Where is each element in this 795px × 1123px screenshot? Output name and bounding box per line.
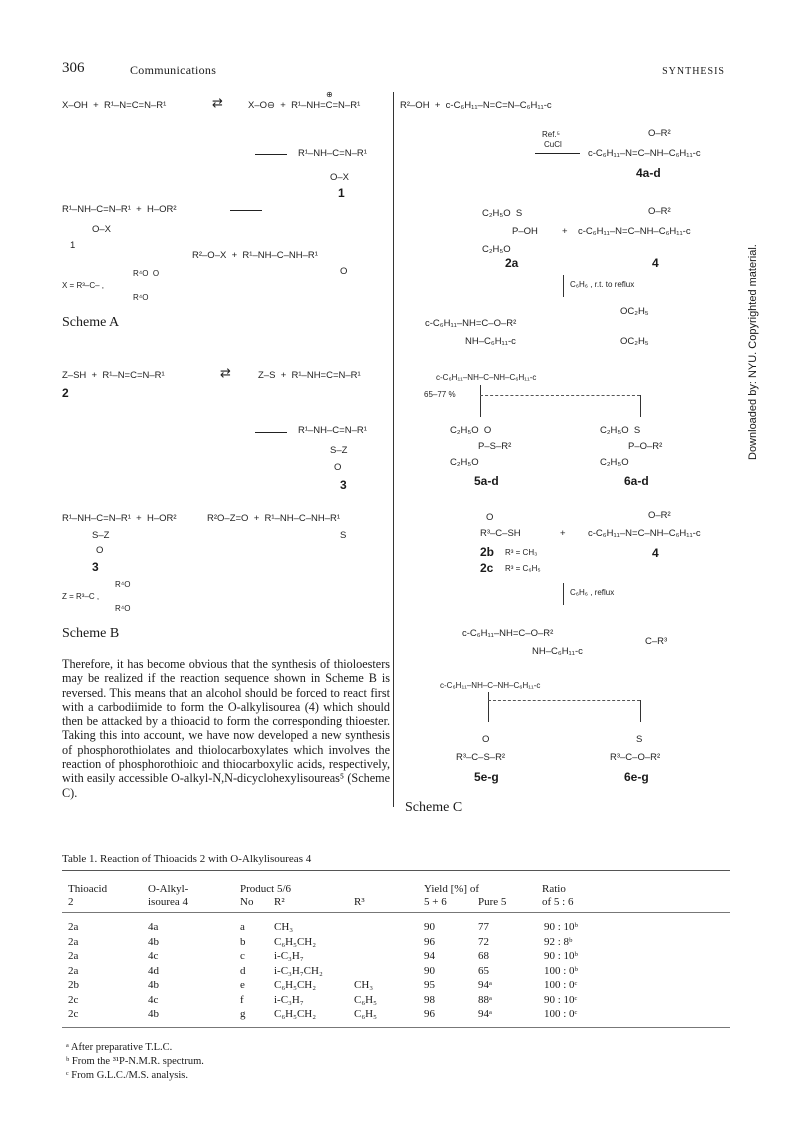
scheme-c-caption: Scheme C bbox=[405, 800, 463, 815]
cell-isourea: 4c bbox=[148, 993, 159, 1006]
download-note: Downloaded by: NYU. Copyrighted material. bbox=[747, 244, 759, 460]
bottom-rule bbox=[62, 1027, 730, 1028]
charge-plus-icon: ⊕ bbox=[326, 90, 333, 99]
footnote-b: ᵇ From the ³¹P-N.M.R. spectrum. bbox=[66, 1056, 204, 1067]
page-number: 306 bbox=[62, 60, 85, 76]
scheme-a-x-def-b: R⁴O O bbox=[133, 269, 160, 278]
scheme-b-z-def-b: R⁴O bbox=[115, 580, 131, 589]
product-5e-o: O bbox=[482, 734, 490, 745]
product-6b: P–O–R² bbox=[628, 441, 663, 452]
urea-byproduct-2: c-C₆H₁₁–NH–C–NH–C₆H₁₁-c bbox=[440, 681, 541, 690]
reaction-arrow-icon bbox=[255, 432, 287, 433]
branch-line bbox=[480, 385, 481, 417]
footnote-a: ᵃ After preparative T.L.C. bbox=[66, 1042, 173, 1053]
compound-label-1: 1 bbox=[338, 186, 345, 200]
cell-yield-total: 94 bbox=[424, 950, 435, 962]
cell-r2: i-C₃H₇CH₂ bbox=[274, 964, 323, 977]
column-divider bbox=[393, 92, 394, 807]
compound-label-4a-d: 4a-d bbox=[636, 166, 661, 180]
cell-isourea: 4c bbox=[148, 950, 159, 962]
cell-product-no: c bbox=[240, 950, 245, 962]
header-yield-56: 5 + 6 bbox=[424, 896, 447, 908]
cell-yield-total: 90 bbox=[424, 964, 435, 977]
compound-label-2c: 2c bbox=[480, 561, 494, 575]
product-6e: R³–C–O–R² bbox=[610, 752, 661, 763]
isourea-2: c-C₆H₁₁–N=C–NH–C₆H₁₁-c bbox=[578, 226, 691, 237]
section-title: Communications bbox=[130, 63, 217, 77]
scheme-a-caption: Scheme A bbox=[62, 315, 120, 330]
scheme-a-eq1-left: X–OH + R¹–N=C=N–R¹ bbox=[62, 100, 167, 111]
cell-yield-total: 96 bbox=[424, 935, 435, 948]
transition-state-2c: C–R³ bbox=[645, 636, 668, 647]
cell-yield-pure: 77 bbox=[478, 921, 489, 933]
scheme-a-eq2-left: R¹–NH–C=N–R¹ + H–OR² bbox=[62, 204, 177, 215]
header-ratio-2: of 5 : 6 bbox=[542, 896, 574, 908]
compound-label-6a-d: 6a-d bbox=[624, 474, 649, 488]
scheme-b-eq2-products: R²O–Z=O + R¹–NH–C–NH–R¹ bbox=[207, 513, 341, 524]
compound-label-3b: 3 bbox=[92, 560, 99, 574]
transition-state-2b: NH–C₆H₁₁-c bbox=[532, 646, 583, 657]
product-5e: R³–C–S–R² bbox=[456, 752, 506, 763]
equilibrium-arrow-icon bbox=[563, 583, 564, 605]
cell-yield-pure: 65 bbox=[478, 964, 489, 977]
scheme-a-x-def: X = R³–C– , bbox=[62, 281, 105, 290]
compound-def-2c: R³ = C₆H₅ bbox=[505, 564, 541, 573]
header-product: Product 5/6 bbox=[240, 883, 292, 895]
header-product-no: No bbox=[240, 896, 254, 908]
urea-byproduct-1: c-C₆H₁₁–NH–C–NH–C₆H₁₁-c bbox=[436, 373, 537, 382]
header-ratio: Ratio bbox=[542, 883, 566, 895]
isourea-4a-d: c-C₆H₁₁–N=C–NH–C₆H₁₁-c bbox=[588, 148, 701, 159]
cell-r2: C₆H₅CH₂ bbox=[274, 1008, 317, 1020]
isourea-3: c-C₆H₁₁–N=C–NH–C₆H₁₁-c bbox=[588, 528, 701, 539]
scheme-b-caption: Scheme B bbox=[62, 626, 120, 641]
scheme-b-intermediate: R¹–NH–C=N–R¹ bbox=[298, 425, 367, 436]
isourea-3-or2: O–R² bbox=[648, 510, 671, 521]
equilibrium-arrow-icon bbox=[563, 275, 564, 297]
reaction-arrow-icon bbox=[255, 154, 287, 155]
yield-label: 65–77 % bbox=[424, 390, 456, 399]
cell-ratio: 100 : 0ᶜ bbox=[544, 1008, 578, 1020]
cell-thioacid: 2a bbox=[68, 950, 79, 962]
product-6e-s: S bbox=[636, 734, 643, 745]
scheme-a-intermediate: R¹–NH–C=N–R¹ bbox=[298, 148, 367, 159]
branch-dash bbox=[480, 395, 640, 396]
transition-state-1: c-C₆H₁₁–NH=C–O–R² bbox=[425, 318, 517, 329]
plus-sign: + bbox=[562, 226, 568, 237]
scheme-b-eq1-left: Z–SH + R¹–N=C=N–R¹ bbox=[62, 370, 165, 381]
compound-label-5a-d: 5a-d bbox=[474, 474, 499, 488]
header-yield: Yield [%] of bbox=[424, 883, 479, 895]
compound-label-4b: 4 bbox=[652, 546, 659, 560]
cell-product-no: e bbox=[240, 979, 245, 991]
equilibrium-arrow-icon: ⇄ bbox=[220, 365, 231, 380]
cell-r3: C₆H₅ bbox=[354, 1008, 377, 1020]
transition-state-1c: OC₂H₅ bbox=[620, 306, 649, 317]
scheme-a-eq1-right: X–O⊖ + R¹–NH=C=N–R¹ bbox=[248, 100, 361, 111]
scheme-b-eq2-products-s: S bbox=[340, 530, 347, 541]
data-table bbox=[62, 870, 730, 1031]
header-alkyl: O-Alkyl- bbox=[148, 883, 189, 895]
scheme-a-intermediate-ox: O–X bbox=[330, 172, 350, 183]
cell-isourea: 4b bbox=[148, 935, 159, 948]
product-6: C₂H₅O S bbox=[600, 425, 641, 436]
cell-yield-pure: 94ᵃ bbox=[478, 979, 493, 991]
scheme-b-eq1-right: Z–S + R¹–NH=C=N–R¹ bbox=[258, 370, 361, 381]
compound-label-2a: 2a bbox=[505, 256, 519, 270]
cell-r2: C₆H₅CH₂ bbox=[274, 979, 317, 991]
cell-thioacid: 2a bbox=[68, 921, 79, 933]
cell-isourea: 4b bbox=[148, 1008, 159, 1020]
cell-r3: CH₃ bbox=[354, 979, 374, 991]
journal-name: SYNTHESIS bbox=[662, 66, 725, 77]
transition-state-1b: NH–C₆H₁₁-c bbox=[465, 336, 516, 347]
cell-product-no: g bbox=[240, 1008, 246, 1020]
branch-line bbox=[640, 395, 641, 417]
footnote-c: ᶜ From G.L.C./M.S. analysis. bbox=[66, 1070, 188, 1081]
cell-yield-total: 90 bbox=[424, 921, 435, 933]
cell-isourea: 4a bbox=[148, 921, 159, 933]
transition-state-2: c-C₆H₁₁–NH=C–O–R² bbox=[462, 628, 554, 639]
scheme-b-z-def: Z = R³–C , bbox=[62, 592, 100, 601]
branch-line bbox=[488, 692, 489, 722]
header-yield-pure: Pure 5 bbox=[478, 896, 507, 908]
cell-ratio: 90 : 10ᵇ bbox=[544, 950, 578, 962]
compound-label-4: 4 bbox=[652, 256, 659, 270]
cell-product-no: f bbox=[240, 993, 244, 1006]
cell-yield-total: 96 bbox=[424, 1008, 435, 1020]
compound-label-1b: 1 bbox=[70, 240, 76, 251]
cell-product-no: d bbox=[240, 964, 246, 977]
header-product-r2: R² bbox=[274, 896, 285, 908]
cell-isourea: 4d bbox=[148, 964, 159, 977]
scheme-b-eq2-left-o: O bbox=[96, 545, 104, 556]
cell-yield-pure: 88ᵃ bbox=[478, 993, 493, 1006]
cell-ratio: 100 : 0ᶜ bbox=[544, 979, 578, 991]
cell-product-no: a bbox=[240, 921, 245, 933]
transition-state-1d: OC₂H₅ bbox=[620, 336, 649, 347]
cell-thioacid: 2b bbox=[68, 979, 79, 991]
reaction-arrow-icon bbox=[535, 153, 580, 154]
scheme-a-x-def-c: R⁴O bbox=[133, 293, 149, 302]
product-6c: C₂H₅O bbox=[600, 457, 629, 468]
body-paragraph: Therefore, it has become obvious that the synthesis of thioloesters may be realized if the reaction sequence shown in Scheme B is reversed. This means that an alcohol should be forced to react first with a carbodiimide to form the O-alkylisourea (4) which should then be attacked by a thioacid to form the corresponding thioester. Taking this into account, we have now developed a new synthesis of phosphorothiolates and thiolocarboxylates which involves the reaction of phosphorothioic and thiocarboxylic acids, respectively, with easily accessible O-alkyl-N,N-dicyclohexylisoureas⁵ (Scheme C). bbox=[62, 657, 390, 800]
condition-1: C₆H₆ , r.t. to reflux bbox=[570, 280, 635, 289]
isourea-2-or2: O–R² bbox=[648, 206, 671, 217]
cell-thioacid: 2c bbox=[68, 1008, 79, 1020]
cell-ratio: 100 : 0ᵇ bbox=[544, 964, 578, 977]
cell-r2: i-C₃H₇ bbox=[274, 993, 304, 1006]
acid-2b: R³–C–SH bbox=[480, 528, 521, 539]
branch-dash bbox=[488, 700, 640, 701]
scheme-b-intermediate-o: O bbox=[334, 462, 342, 473]
scheme-b-intermediate-sz: S–Z bbox=[330, 445, 348, 456]
scheme-c-top-eq: R²–OH + c-C₆H₁₁–N=C=N–C₆H₁₁-c bbox=[400, 100, 552, 111]
equilibrium-arrow-icon: ⇄ bbox=[212, 95, 223, 110]
product-5b: P–S–R² bbox=[478, 441, 512, 452]
cell-thioacid: 2a bbox=[68, 935, 79, 948]
cell-r3: C₆H₅ bbox=[354, 993, 377, 1006]
branch-line bbox=[640, 700, 641, 722]
acid-2a-c: C₂H₅O bbox=[482, 244, 511, 255]
acid-2b-o: O bbox=[486, 512, 494, 523]
compound-label-6e-g: 6e-g bbox=[624, 770, 649, 784]
product-5c: C₂H₅O bbox=[450, 457, 479, 468]
cell-ratio: 92 : 8ᵇ bbox=[544, 935, 573, 948]
scheme-a-eq2-products-o: O bbox=[340, 266, 348, 277]
compound-label-3: 3 bbox=[340, 478, 347, 492]
compound-def-2b: R³ = CH₃ bbox=[505, 548, 538, 557]
acid-2a: C₂H₅O S bbox=[482, 208, 523, 219]
product-5: C₂H₅O O bbox=[450, 425, 492, 436]
ref-label: Ref.⁵ bbox=[542, 130, 560, 139]
cell-yield-pure: 68 bbox=[478, 950, 489, 962]
cell-yield-total: 98 bbox=[424, 993, 435, 1006]
cell-ratio: 90 : 10ᶜ bbox=[544, 993, 578, 1006]
cell-yield-pure: 72 bbox=[478, 935, 489, 948]
header-thioacid: Thioacid bbox=[68, 883, 108, 895]
cell-thioacid: 2a bbox=[68, 964, 79, 977]
cell-r2: C₆H₅CH₂ bbox=[274, 935, 317, 948]
compound-label-5e-g: 5e-g bbox=[474, 770, 499, 784]
compound-label-2b: 2b bbox=[480, 545, 495, 559]
scheme-b-eq2-left: R¹–NH–C=N–R¹ + H–OR² bbox=[62, 513, 177, 524]
catalyst-label: CuCl bbox=[544, 140, 562, 149]
scheme-a-eq2-left-ox: O–X bbox=[92, 224, 112, 235]
header-alkyl-2: isourea 4 bbox=[148, 896, 189, 908]
cell-r2: CH₃ bbox=[274, 921, 294, 933]
cell-product-no: b bbox=[240, 935, 246, 948]
cell-r2: i-C₃H₇ bbox=[274, 950, 304, 962]
plus-sign: + bbox=[560, 528, 566, 539]
cell-isourea: 4b bbox=[148, 979, 159, 991]
cell-ratio: 90 : 10ᵇ bbox=[544, 921, 578, 933]
cell-thioacid: 2c bbox=[68, 993, 79, 1006]
scheme-b-z-def-c: R⁴O bbox=[115, 604, 131, 613]
header-thioacid-2: 2 bbox=[68, 896, 74, 908]
scheme-a-eq2-products: R²–O–X + R¹–NH–C–NH–R¹ bbox=[192, 250, 318, 261]
header-rule bbox=[62, 912, 730, 913]
isourea-or2: O–R² bbox=[648, 128, 671, 139]
acid-2a-poh: P–OH bbox=[512, 226, 538, 237]
cell-yield-total: 95 bbox=[424, 979, 435, 991]
condition-2: C₆H₆ , reflux bbox=[570, 588, 615, 597]
table-caption: Table 1. Reaction of Thioacids 2 with O-Alkylisoureas 4 bbox=[62, 853, 312, 865]
reaction-arrow-icon bbox=[230, 210, 262, 211]
header-r3: R³ bbox=[354, 896, 365, 908]
cell-yield-pure: 94ᵃ bbox=[478, 1008, 493, 1020]
compound-label-2: 2 bbox=[62, 386, 69, 400]
scheme-b-eq2-left-sz: S–Z bbox=[92, 530, 110, 541]
